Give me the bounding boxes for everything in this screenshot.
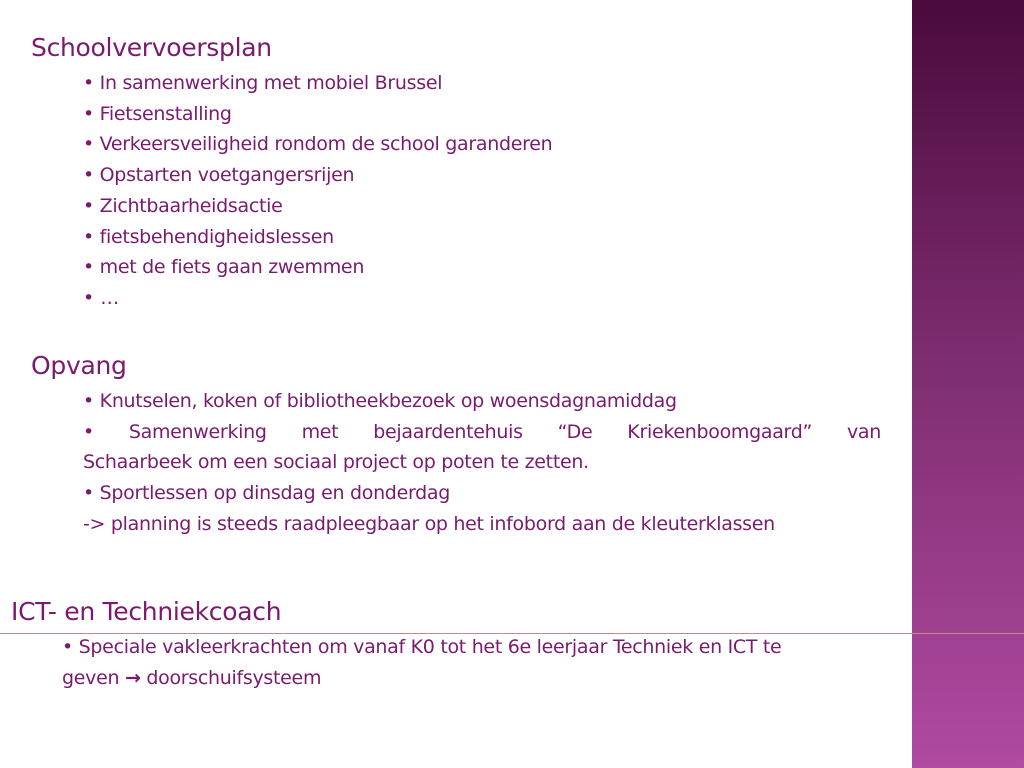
list-item: • Samenwerking met bejaardentehuis “De Kriekenboomgaard” van [83,417,881,448]
section-heading-ict-techniekcoach: ICT- en Techniekcoach [11,597,282,626]
list-item: • Zichtbaarheidsactie [83,191,552,222]
list-item: • Opstarten voetgangersrijen [83,160,552,191]
list-item-note: -> planning is steeds raadpleegbaar op het infobord aan de kleuterklassen [83,512,775,535]
list-item: • Verkeersveiligheid rondom de school garanderen [83,129,552,160]
decorative-side-band [912,0,1024,768]
list-item: • met de fiets gaan zwemmen [83,252,552,283]
section-heading-opvang: Opvang [31,351,127,380]
continuation-text-end: doorschuifsysteem [146,666,322,689]
list-item: • Knutselen, koken of bibliotheekbezoek op woensdagnamiddag [83,386,881,417]
schoolvervoersplan-list [83,68,552,314]
list-item: • Sportlessen op dinsdag en donderdag [83,478,881,509]
ict-list [62,632,781,693]
list-item: • Fietsenstalling [83,99,552,130]
opvang-list [83,386,881,540]
continuation-text: geven [62,666,120,689]
list-item: • fietsbehendigheidslessen [83,222,552,253]
list-item: • In samenwerking met mobiel Brussel [83,68,552,99]
list-item-continuation: Schaarbeek om een sociaal project op poten te zetten. [83,451,589,474]
list-item: • Speciale vakleerkrachten om vanaf K0 tot het 6e leerjaar Techniek en ICT te [62,632,781,663]
arrow-right-icon: → [124,666,141,689]
section-heading-schoolvervoersplan: Schoolvervoersplan [31,33,272,62]
list-item: • … [83,283,552,314]
list-item-continuation [62,663,781,694]
